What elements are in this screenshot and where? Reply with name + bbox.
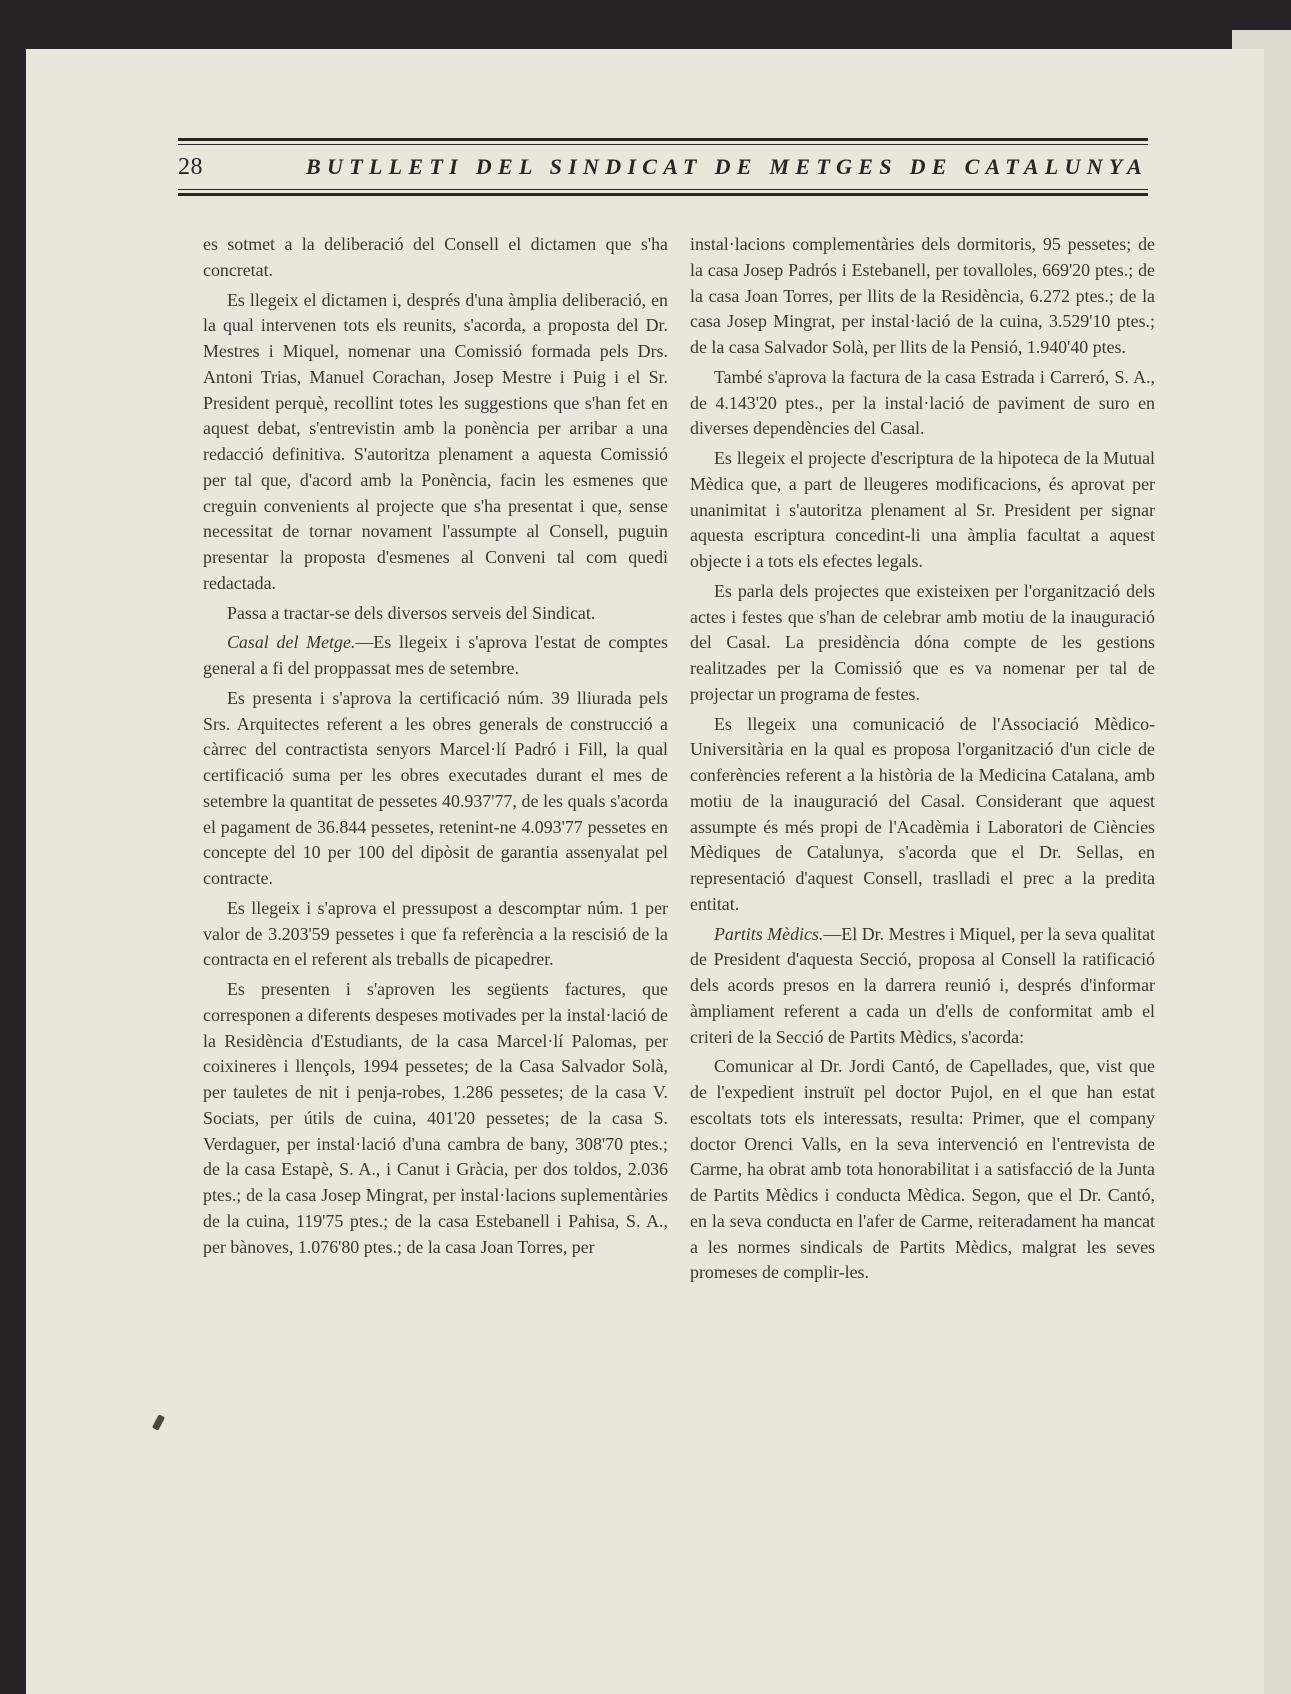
paragraph xyxy=(690,922,1155,1051)
journal-title: BUTLLETI DEL SINDICAT DE METGES DE CATALUNYA xyxy=(306,154,1148,179)
paragraph: Es llegeix el projecte d'escriptura de la hipoteca de la Mutual Mèdica que, a part de lleugeres modificacions, és aprovat per unanimitat i s'autoritza plenament al Sr. President per signar aquesta escriptura concedint-li una àmplia facultat a aquest objecte i a tots els efectes legals. xyxy=(690,448,1155,571)
paragraph: es sotmet a la deliberació del Consell el dictamen que s'ha concretat. xyxy=(203,234,668,280)
paragraph xyxy=(203,630,668,682)
paragraph: Comunicar al Dr. Jordi Cantó, de Capellades, que, vist que de l'expedient instruït pel doctor Pujol, en el que han estat escoltats tots els interessats, resulta: Primer, que el company doctor Orenci Valls, en la seva intervenció en l'entrevista de Carme, ha obrat amb tota honorabilitat i a satisfacció de la Junta de Partits Mèdics i conducta Mèdica. Segon, que el Dr. Cantó, en la seva conducta en l'afer de Carme, reiteradament ha mancat a les normes sindicals de Partits Mèdics, malgrat les seves promeses de complir-les. xyxy=(690,1056,1155,1283)
paragraph: Es llegeix i s'aprova el pressupost a descomptar núm. 1 per valor de 3.203'59 pessetes i que fa referència a la rescisió de la contracta en el referent als treballs de picapedrer. xyxy=(203,897,668,970)
paragraph: També s'aprova la factura de la casa Estrada i Carreró, S. A., de 4.143'20 ptes., per la instal·lació de paviment de suro en diverses dependències del Casal. xyxy=(690,366,1155,439)
paragraph: Es llegeix el dictamen i, després d'una àmplia deliberació, en la qual intervenen tots els reunits, s'acorda, a proposta del Dr. Mestres i Miquel, nomenar una Comissió formada pels Drs. Antoni Trias, Manuel Corachan, Josep Mestre i Puig i el Sr. President perquè, recollint totes les suggestions que s'han fet en aquest debat, s'entrevistin amb la ponència per arribar a una redacció definitiva. S'autoritza plenament a aquesta Comissió per tal que, d'acord amb la Ponència, facin les esmenes que creguin convenients al projecte que s'ha presentat i que, sense necessitat de tornar novament l'assumpte al Consell, puguin presentar la proposta d'esmenes al Conveni tal com quedi redactada. xyxy=(203,289,668,593)
paragraph: Passa a tractar-se dels diversos serveis del Sindicat. xyxy=(227,602,596,623)
paragraph-text: —Es llegeix i s'aprova l'estat de comptes general a fi del proppassat mes de setembre. xyxy=(203,632,669,678)
left-column xyxy=(203,232,668,1264)
paragraph: Es presenten i s'aproven les següents factures, que corresponen a diferents despeses motivades per la instal·lació de la Residència d'Estudiants, de la casa Marcel·lí Palomas, per coixineres i llençols, 1994 pessetes; de la Casa Salvador Solà, per tauletes de nit i penja-robes, 1.286 pessetes; de la casa V. Sociats, per útils de cuina, 401'20 pessetes; de la casa S. Verdaguer, per instal·lació d'una cambra de bany, 308'70 ptes.; de la casa Estapè, S. A., i Canut i Gràcia, per dos toldos, 2.036 ptes.; de la casa Josep Mingrat, per instal·lacions suplementàries de la cuina, 119'75 ptes.; de la casa Estebanell i Pahisa, S. A., per bànoves, 1.076'80 ptes.; de la casa Joan Torres, per xyxy=(203,979,668,1257)
paragraph: Es llegeix una comunicació de l'Associació Mèdico-Universitària en la qual es proposa l'organització d'un cicle de conferències referent a la història de la Medicina Catalana, amb motiu de la inauguració del Casal. Considerant que aquest assumpte és més propi de l'Acadèmia i Laboratori de Ciències Mèdiques de Catalunya, s'acorda que el Dr. Sellas, en representació d'aquest Consell, traslladi el prec a la predita entitat. xyxy=(690,713,1155,914)
header-rule-bottom-thick xyxy=(178,193,1148,196)
header-rule-top-thin xyxy=(178,144,1148,145)
right-column xyxy=(690,232,1155,1290)
section-lead: Casal del Metge. xyxy=(227,632,356,653)
paragraph: Es parla dels projectes que existeixen per l'organització dels actes i festes que s'han de celebrar amb motiu de la inauguració del Casal. La presidència dóna compte de les gestions realitzades per la Comissió que es va nomenar per tal de projectar un programa de festes. xyxy=(690,580,1155,704)
header-rule-top-thick xyxy=(178,138,1148,141)
paragraph: instal·lacions complementàries dels dormitoris, 95 pessetes; de la casa Josep Padrós i Estebanell, per tovalloles, 669'20 ptes.; de la casa Joan Torres, per llits de la Residència, 6.272 ptes.; de la casa Josep Mingrat, per instal·lació de la cuina, 3.529'10 ptes.; de la casa Salvador Solà, per llits de la Pensió, 1.940'40 ptes. xyxy=(690,234,1155,357)
running-header xyxy=(178,136,1148,202)
section-lead: Partits Mèdics. xyxy=(714,923,824,944)
header-rule-bottom-thin xyxy=(178,189,1148,190)
header-line xyxy=(178,150,1148,184)
paragraph-text: —El Dr. Mestres i Miquel, per la seva qualitat de President d'aquesta Secció, proposa al Consell la ratificació dels acords presos en la darrera reunió i, després d'informar àmpliament referent a cada un d'ells de conformitat amb el criteri de la Secció de Partits Mèdics, s'acorda: xyxy=(690,923,1155,1047)
paragraph: Es presenta i s'aprova la certificació núm. 39 lliurada pels Srs. Arquitectes referent a les obres generals de construcció a càrrec del contractista senyors Marcel·lí Padró i Fill, la qual certificació suma per les obres executades durant el mes de setembre la quantitat de pessetes 40.937'77, de les quals s'acorda el pagament de 36.844 pessetes, retenint-ne 4.093'77 pessetes en concepte del 10 per 100 del dipòsit de garantia assenyalat pel contracte. xyxy=(203,687,668,888)
page-number: 28 xyxy=(178,153,203,180)
